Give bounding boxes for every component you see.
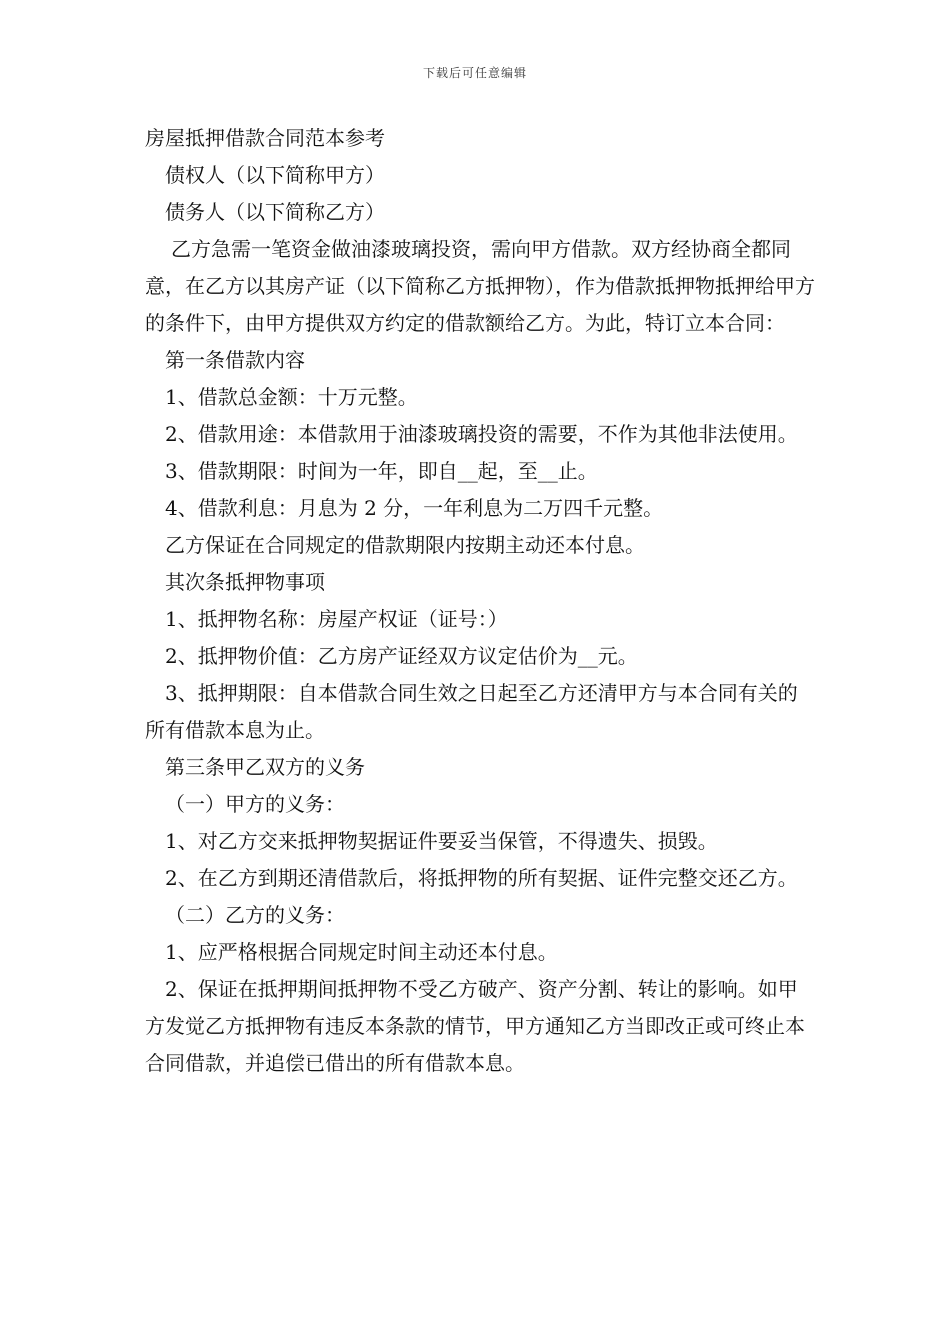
document-body: [145, 120, 815, 1082]
section-heading-3: 第三条甲乙双方的义务: [165, 755, 365, 779]
clause-3b-1: 1、应严格根据合同规定时间主动还本付息。: [165, 940, 558, 964]
section-heading-2: 其次条抵押物事项: [165, 570, 325, 594]
subsection-party-b: （二）乙方的义务：: [165, 903, 345, 927]
subsection-party-a: （一）甲方的义务：: [165, 792, 345, 816]
document-title: 房屋抵押借款合同范本参考: [145, 126, 385, 150]
clause-1-guarantee: 乙方保证在合同规定的借款期限内按期主动还本付息。: [165, 533, 645, 557]
clause-3a-2: 2、在乙方到期还清借款后，将抵押物的所有契据、证件完整交还乙方。: [165, 866, 798, 890]
paragraph-preamble: 乙方急需一笔资金做油漆玻璃投资，需向甲方借款。双方经协商全都同意，在乙方以其房产证（以下简称乙方抵押物），作为借款抵押物抵押给甲方的条件下，由甲方提供双方约定的借款额给乙方。为此，特订立本合同：: [145, 237, 815, 335]
clause-2-3: 3、抵押期限：自本借款合同生效之日起至乙方还清甲方与本合同有关的所有借款本息为止。: [145, 681, 798, 742]
section-heading-1: 第一条借款内容: [165, 348, 305, 372]
clause-1-4: 4、借款利息：月息为 2 分，一年利息为二万四千元整。: [165, 496, 664, 520]
clause-1-1: 1、借款总金额：十万元整。: [165, 385, 418, 409]
clause-3b-2: 2、保证在抵押期间抵押物不受乙方破产、资产分割、转让的影响。如甲方发觉乙方抵押物有违反本条款的情节，甲方通知乙方当即改正或可终止本合同借款，并追偿已借出的所有借款本息。: [145, 977, 805, 1075]
clause-1-3: 3、借款期限：时间为一年，即自__起，至__止。: [165, 459, 598, 483]
paragraph-creditor: 债权人（以下简称甲方）: [165, 163, 385, 187]
clause-2-1: 1、抵押物名称：房屋产权证（证号：）: [165, 607, 508, 631]
clause-3a-1: 1、对乙方交来抵押物契据证件要妥当保管，不得遗失、损毁。: [165, 829, 718, 853]
page-header-note: 下载后可任意编辑: [422, 66, 527, 80]
clause-2-2: 2、抵押物价值：乙方房产证经双方议定估价为__元。: [165, 644, 638, 668]
clause-1-2: 2、借款用途：本借款用于油漆玻璃投资的需要，不作为其他非法使用。: [165, 422, 798, 446]
paragraph-debtor: 债务人（以下简称乙方）: [165, 200, 385, 224]
